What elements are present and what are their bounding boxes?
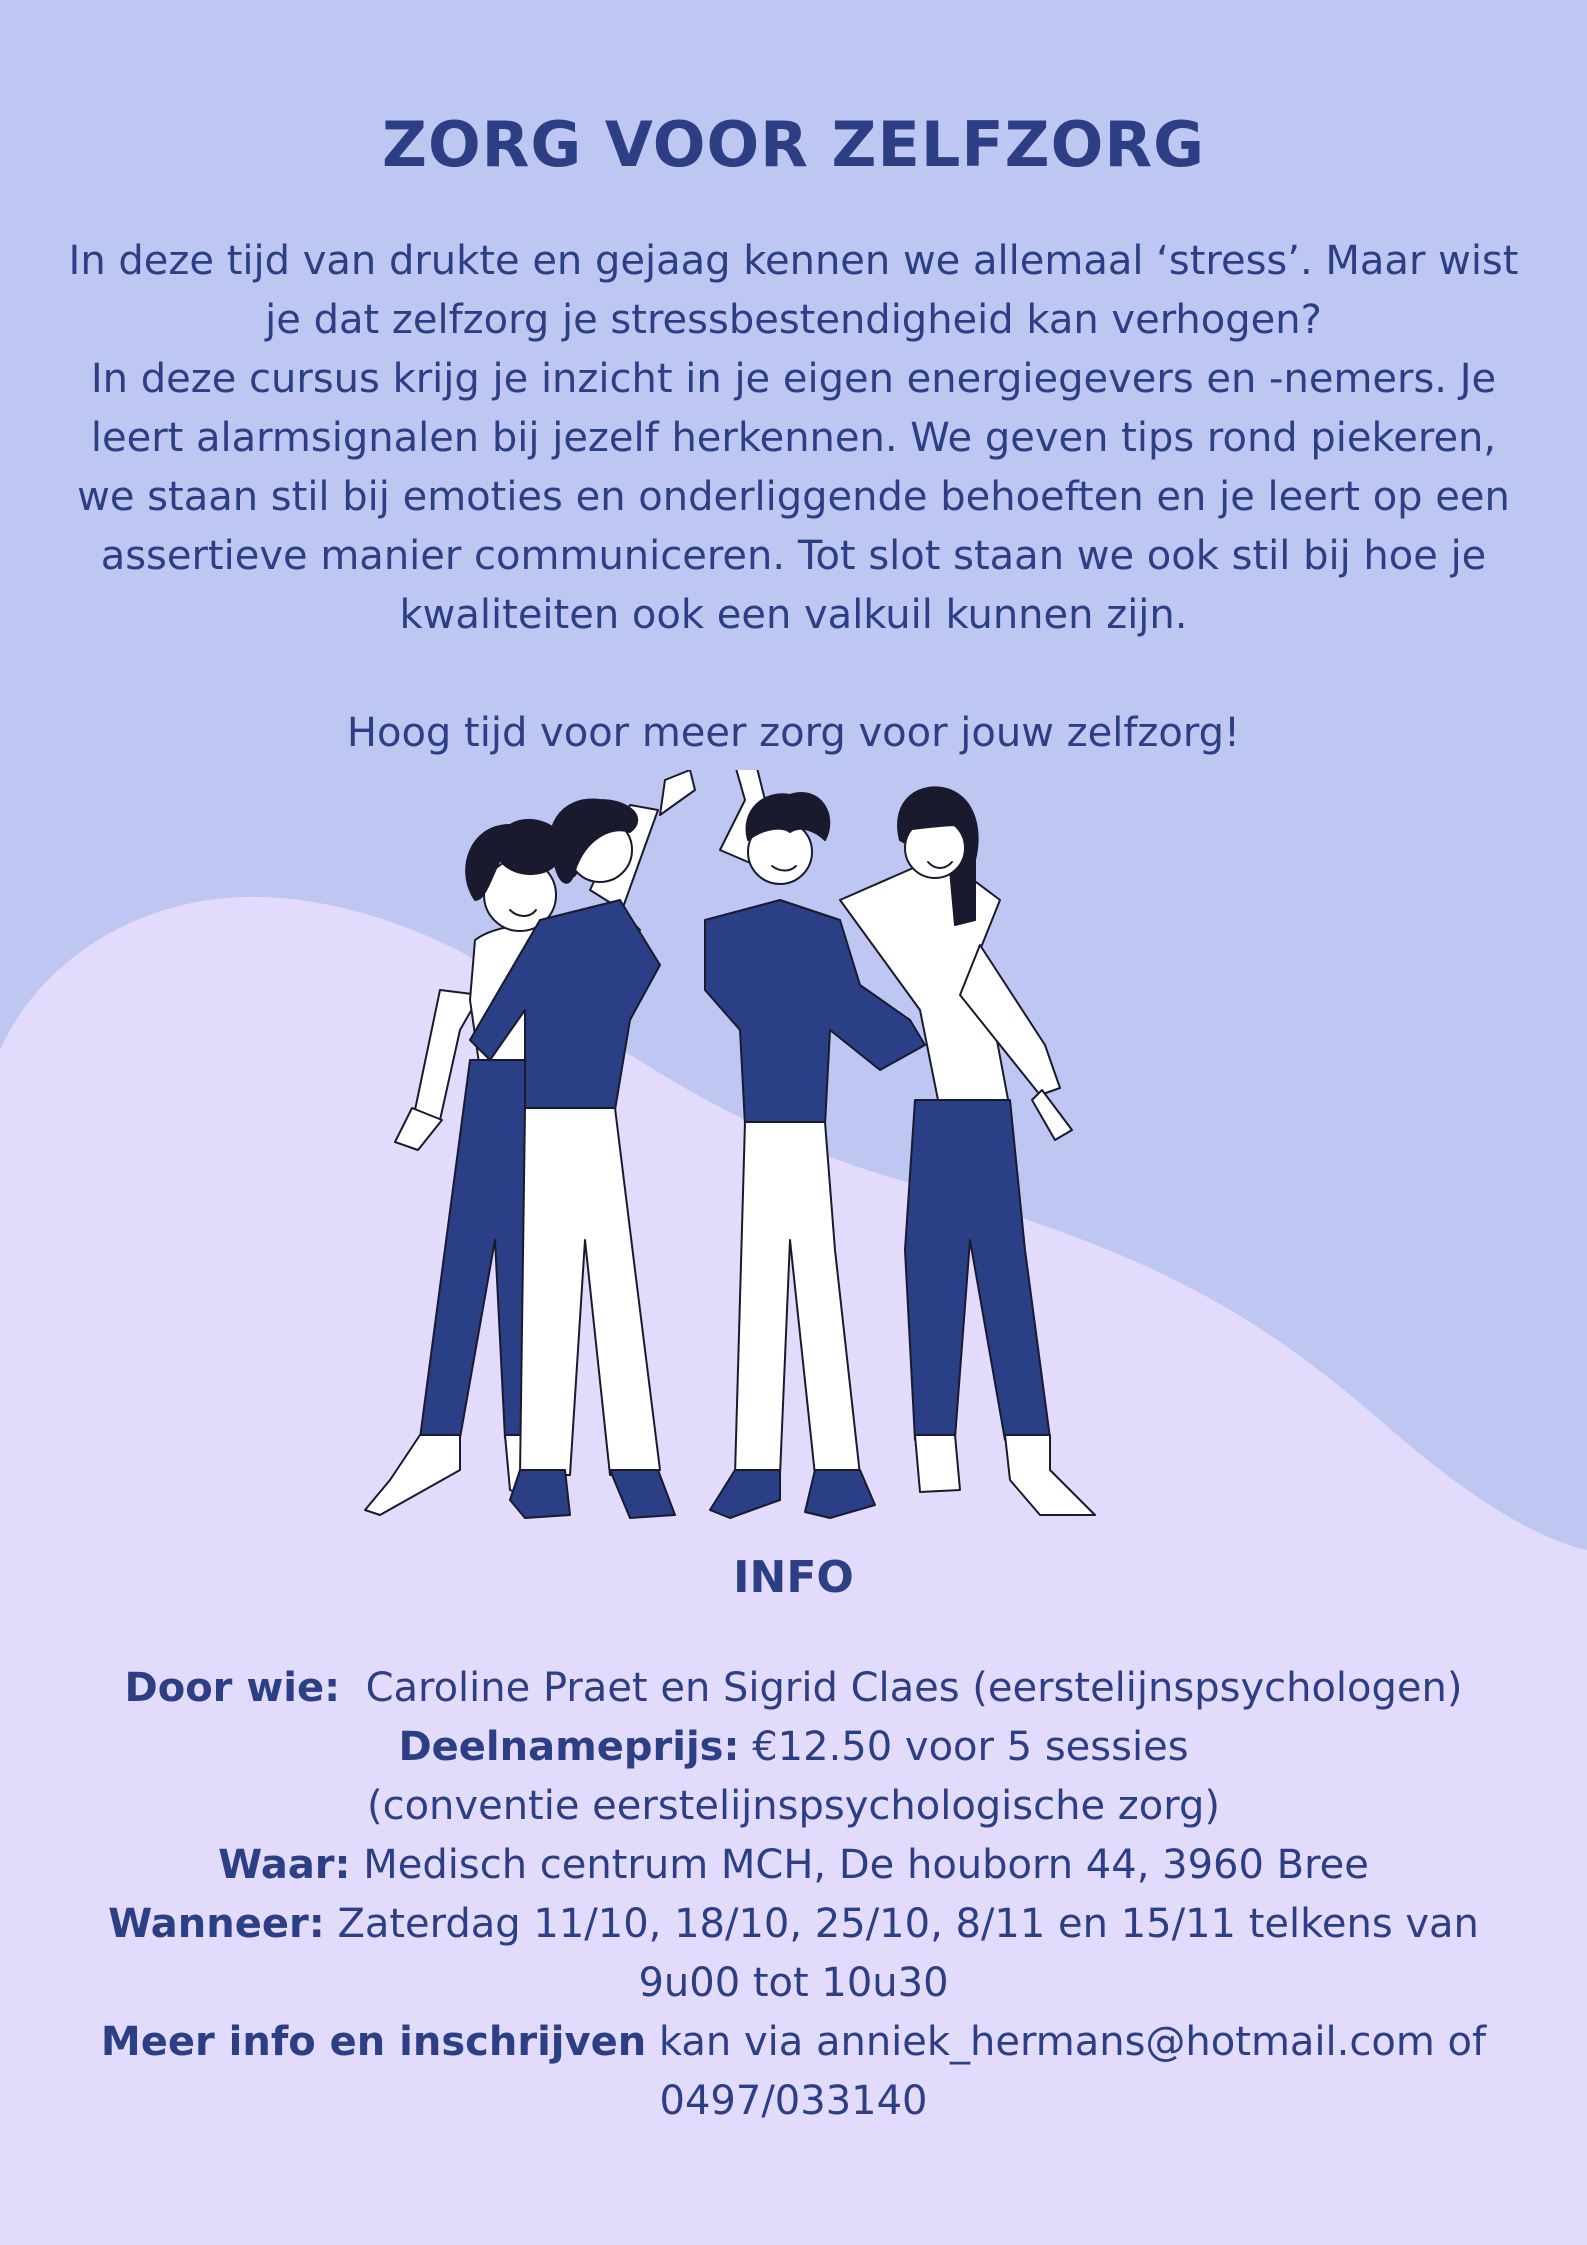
info-waar [60, 1836, 1527, 1895]
info-meer-info-label: Meer info en inschrijven [100, 2019, 647, 2065]
info-meer-info [60, 2013, 1527, 2131]
info-wanneer-value: Zaterdag 11/10, 18/10, 25/10, 8/11 en 15/11 telkens van 9u00 tot 10u30 [337, 1901, 1479, 2006]
intro-text [60, 232, 1527, 645]
intro-paragraph-2: In deze cursus krijg je inzicht in je eigen energiegevers en -nemers. Je leert alarmsignalen bij jezelf herkennen. We geven tips rond piekeren, we staan stil bij emoties en onderliggende behoeften en je leert op een assertieve manier communiceren. Tot slot staan we ook stil bij hoe je kwaliteiten ook een valkuil kunnen zijn. [77, 356, 1510, 638]
info-wanneer-label: Wanneer: [108, 1901, 325, 1947]
info-section [60, 1659, 1527, 2131]
info-deelnameprijs-label: Deelnameprijs: [398, 1724, 740, 1770]
four-people-high-five-illustration [360, 770, 1220, 1530]
info-wanneer [60, 1895, 1527, 2013]
info-title: INFO [733, 1552, 854, 1603]
info-deelnameprijs-note: (conventie eerstelijnspsychologische zorg) [366, 1783, 1221, 1829]
info-waar-value: Medisch centrum MCH, De houborn 44, 3960 Bree [363, 1842, 1369, 1888]
info-deelnameprijs-value: €12.50 voor 5 sessies [752, 1724, 1189, 1770]
intro-paragraph-1: In deze tijd van drukte en gejaag kennen we allemaal ‘stress’. Maar wist je dat zelfzorg je stressbestendigheid kan verhogen? [68, 238, 1519, 343]
info-meer-info-value[interactable]: kan via anniek_hermans@hotmail.com of 0497/033140 [658, 2019, 1487, 2124]
info-waar-label: Waar: [218, 1842, 351, 1888]
info-door-wie-label: Door wie: [124, 1665, 341, 1711]
info-deelnameprijs [60, 1718, 1527, 1777]
page-title: ZORG VOOR ZELFZORG [382, 108, 1205, 181]
info-door-wie-value: Caroline Praet en Sigrid Claes (eerstelijnspsychologen) [365, 1665, 1463, 1711]
tagline: Hoog tijd voor meer zorg voor jouw zelfzorg! [346, 710, 1241, 756]
person-4 [840, 787, 1095, 1515]
info-door-wie [60, 1659, 1527, 1718]
